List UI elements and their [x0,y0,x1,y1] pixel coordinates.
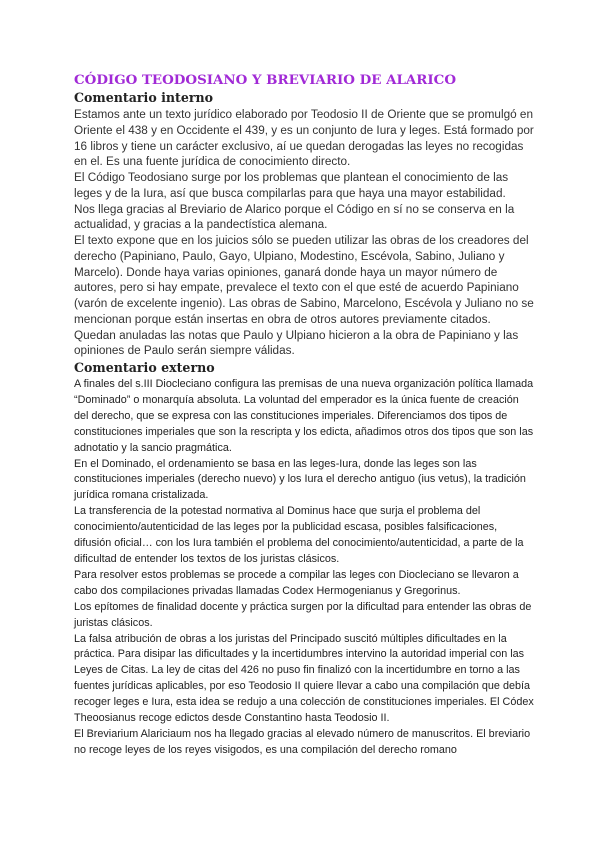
section-external-commentary [74,359,536,759]
document-page [74,71,536,759]
paragraph: El texto expone que en los juicios sólo se pueden utilizar las obras de los creadores del derecho (Papiniano, Paulo, Gayo, Ulpiano, Modestino, Escévola, Sabino, Juliano y Marcelo). Donde haya varias opiniones, ganará donde haya un mayor número de autores, pero si hay empate, prevalece el texto con el que esté de acuerdo Papiniano (varón de excelente ingenio). Las obras de Sabino, Marcelono, Escévola y Juliano no se mencionan porque están insertas en obra de otros autores previamente citados. [74,234,534,326]
paragraph: La transferencia de la potestad normativa al Dominus hace que surja el problema del conocimiento/autenticidad de las leges por la publicidad escasa, posibles falsificaciones, difusión oficial… con los Iura también el problema del conocimiento/autenticidad, a parte de la dificultad de entender los textos de los juristas clásicos. [74,505,524,565]
paragraph: La falsa atribución de obras a los juristas del Principado suscitó múltiples dificultades en la práctica. Para disipar las dificultades y la incertidumbres intervino la autoridad imperial con las Leyes de Citas. La ley de citas del 426 no puso fin finalizó con la incertidumbre en torno a las fuentes jurídicas aplicables, por eso Teodosio II quiere llevar a cabo una compilación que debía recoger leges e Iura, esta idea se redujo a una colección de constituciones imperiales. El Códex Theoosianus recoge edictos desde Constantino hasta Teodosio II. [74,632,534,725]
paragraph: Para resolver estos problemas se procede a compilar las leges con Diocleciano se llevaron a cabo dos compilaciones privadas llamadas Codex Hermogenianus y Gregorinus. [74,568,519,597]
paragraph: A finales del s.III Diocleciano configura las premisas de una nueva organización política llamada “Dominado” o monarquía absoluta. La voluntad del emperador es la única fuente de creación del derecho, que se expresa con las constituciones imperiales. Diferenciamos dos tipos de constituciones imperiales que son la rescripta y los edicta, añadimos otros dos tipos que son las adnotatio y la sancio pragmática. [74,378,534,454]
document-title: CÓDIGO TEODOSIANO Y BREVIARIO DE ALARICO [74,72,456,88]
paragraph: Estamos ante un texto jurídico elaborado por Teodosio II de Oriente que se promulgó en Oriente el 438 y en Occidente el 439, y es un conjunto de Iura y leges. Está formado por 16 libros y tiene un carácter exclusivo, aí ue quedan derogadas las leyes no recogidas en el. Es una fuente jurídica de conocimiento directo. [74,108,534,169]
paragraph: En el Dominado, el ordenamiento se basa en las leges-Iura, donde las leges son las constituciones imperiales (derecho nuevo) y los Iura el derecho antiguo (ius vetus), la tradición jurídica romana cristalizada. [74,457,526,502]
section-heading: Comentario interno [74,90,214,105]
paragraph: El Código Teodosiano surge por los problemas que plantean el conocimiento de las leges y de la Iura, así que busca compilarlas para que haya una mayor estabilidad. [74,171,509,200]
paragraph: Nos llega gracias al Breviario de Alarico porque el Código en sí no se conserva en la actualidad, y gracias a la pandectística alemana. [74,202,515,232]
section-heading: Comentario externo [74,360,215,375]
section-internal-commentary [74,89,536,359]
paragraph: Quedan anuladas las notas que Paulo y Ulpiano hicieron a la obra de Papiniano y las opiniones de Paulo serán siempre válidas. [74,328,519,358]
paragraph: El Breviarium Alariciaum nos ha llegado gracias al elevado número de manuscritos. El breviario no recoge leyes de los reyes visigodos, es una compilación del derecho romano [74,727,531,756]
paragraph: Los epítomes de finalidad docente y práctica surgen por la dificultad para entender las obras de juristas clásicos. [74,600,532,629]
